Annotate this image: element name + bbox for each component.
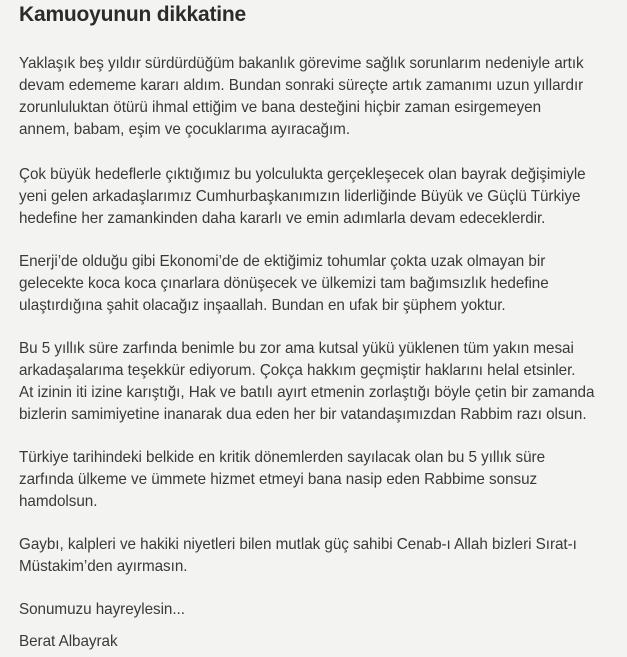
text-line: devam edememe kararı aldım. Bundan sonraki süreçte artık zamanımı uzun yıllardır (19, 77, 584, 94)
text-line: zorunluluktan ötürü ihmal ettiğim ve bana desteğini hiçbir zaman esirgemeyen (19, 99, 542, 116)
paragraph-thanks (19, 338, 619, 426)
paragraph-future (19, 251, 619, 317)
text-line: At izinin iti izine karıştığı, Hak ve batılı ayırt etmenin zorlaştığı böyle çetin bir zamanda (19, 384, 595, 401)
text-line: Müstakim’den ayırmasın. (19, 558, 188, 575)
text-line: arkadaşalarıma teşekkür ediyorum. Çokça hakkım geçmiştir haklarını helal etsinler. (19, 362, 576, 379)
text-line: Sonumuzu hayreylesin... (19, 601, 185, 618)
paragraph-prayer (19, 534, 619, 578)
text-line: Bu 5 yıllık süre zarfında benimle bu zor ama kutsal yükü yüklenen tüm yakın mesai (19, 340, 574, 357)
paragraph-closing (19, 599, 619, 621)
text-line: zarfında ülkeme ve ümmete hizmet etmeyi bana nasip eden Rabbime sonsuz (19, 471, 538, 488)
text-line: hedefine her zamankinden daha kararlı ve emin adımlarla devam edeceklerdir. (19, 210, 546, 227)
paragraph-resignation (19, 53, 619, 141)
paragraph-gratitude (19, 447, 619, 513)
signature-name: Berat Albayrak (19, 633, 118, 650)
text-line: gelecekte koca koca çınarlara dönüşecek ve ülkemizi tam bağımsızlık hedefine (19, 275, 549, 292)
text-line: Enerji’de olduğu gibi Ekonomi’de de ektiğimiz tohumlar çokta uzak olmayan bir (19, 253, 546, 270)
text-line: Çok büyük hedeflerle çıktığımız bu yolculukta gerçekleşecek olan bayrak değişimiyle (19, 166, 586, 183)
paragraph-successors (19, 164, 619, 230)
text-line: yeni gelen arkadaşlarımız Cumhurbaşkanımızın liderliğinde Büyük ve Güçlü Türkiye (19, 188, 581, 205)
text-line: ulaştırdığına şahit olacağız inşaallah. Bundan en ufak bir şüphem yoktur. (19, 297, 506, 314)
text-line: bizlerin samimiyetine inanarak dua eden her bir vatandaşımızdan Rabbim razı olsun. (19, 406, 587, 423)
text-line: Gaybı, kalpleri ve hakiki niyetleri bilen mutlak güç sahibi Cenab-ı Allah bizleri Sırat-ı (19, 536, 577, 553)
signature (19, 631, 619, 653)
text-line: Türkiye tarihindeki belkide en kritik dönemlerden sayılacak olan bu 5 yıllık süre (19, 449, 546, 466)
text-line: Yaklaşık beş yıldır sürdürdüğüm bakanlık görevime sağlık sorunlarım nedeniyle artık (19, 55, 584, 72)
text-line: hamdolsun. (19, 493, 98, 510)
statement-title: Kamuoyunun dikkatine (19, 3, 247, 26)
text-line: annem, babam, eşim ve çocuklarıma ayıracağım. (19, 121, 351, 138)
